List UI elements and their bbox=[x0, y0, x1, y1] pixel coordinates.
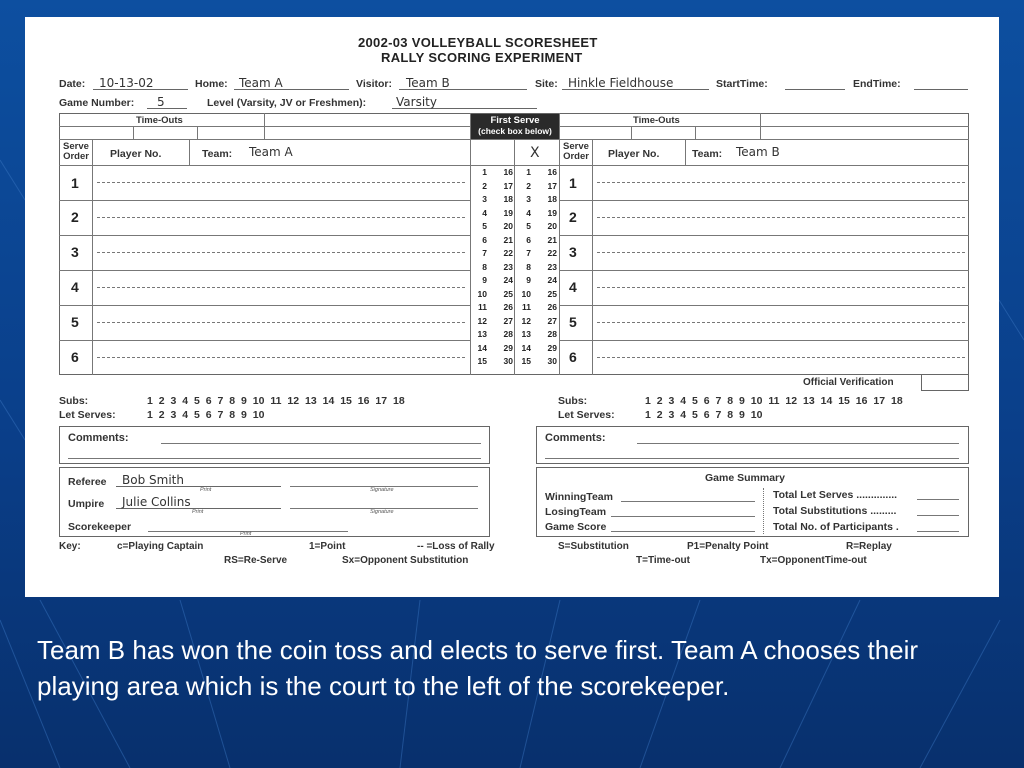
key-penalty: P1=Penalty Point bbox=[687, 541, 769, 552]
point-number[interactable]: 6 bbox=[482, 234, 487, 245]
point-number[interactable]: 14 bbox=[521, 342, 531, 353]
point-number[interactable]: 25 bbox=[547, 288, 557, 299]
left-serve-3: 3 bbox=[71, 244, 79, 260]
right-score-line-4[interactable] bbox=[597, 287, 965, 288]
point-number[interactable]: 25 bbox=[503, 288, 513, 299]
left-serve-order-label: Serve Order bbox=[63, 141, 89, 162]
right-serve-4: 4 bbox=[569, 279, 577, 295]
point-number[interactable]: 20 bbox=[503, 221, 513, 231]
visitor-field[interactable] bbox=[399, 74, 527, 90]
home-label: Home: bbox=[195, 78, 228, 90]
point-number[interactable]: 14 bbox=[477, 342, 487, 353]
right-serve-5: 5 bbox=[569, 314, 577, 330]
point-number[interactable]: 20 bbox=[547, 221, 557, 231]
key-label: Key: bbox=[59, 541, 81, 552]
point-number[interactable]: 3 bbox=[482, 194, 487, 204]
visitor-value: Team B bbox=[406, 76, 450, 90]
point-number[interactable]: 12 bbox=[477, 315, 487, 326]
left-subs-numbers[interactable]: 1 2 3 4 5 6 7 8 9 10 11 12 13 14 15 16 17 18 bbox=[147, 395, 405, 407]
scorekeeper-label: Scorekeeper bbox=[68, 521, 132, 533]
left-serve-6: 6 bbox=[71, 349, 79, 365]
referee-label: Referee bbox=[68, 476, 107, 488]
point-number[interactable]: 4 bbox=[526, 207, 531, 218]
key-captain: c=Playing Captain bbox=[117, 541, 204, 552]
point-number[interactable]: 23 bbox=[503, 261, 513, 272]
referee-value: Bob Smith bbox=[122, 473, 184, 487]
key-substitution: S=Substitution bbox=[558, 541, 629, 552]
first-serve-box-left[interactable] bbox=[471, 140, 514, 165]
first-serve-box-right[interactable]: X bbox=[530, 145, 540, 161]
point-number[interactable]: 28 bbox=[503, 329, 513, 339]
point-number[interactable]: 3 bbox=[526, 194, 531, 204]
level-field[interactable] bbox=[392, 93, 537, 109]
left-score-line-2[interactable] bbox=[97, 217, 465, 218]
point-number[interactable]: 5 bbox=[482, 221, 487, 231]
key-loss: -- =Loss of Rally bbox=[417, 541, 495, 552]
key-opp-timeout: Tx=OpponentTime-out bbox=[760, 555, 867, 566]
point-number[interactable]: 4 bbox=[482, 207, 487, 218]
form-title-line2: RALLY SCORING EXPERIMENT bbox=[381, 50, 583, 65]
winning-team-label: WinningTeam bbox=[545, 491, 613, 503]
point-number[interactable]: 27 bbox=[503, 315, 513, 326]
left-serve-2: 2 bbox=[71, 209, 79, 225]
point-number[interactable]: 9 bbox=[482, 275, 487, 285]
point-number[interactable]: 15 bbox=[477, 356, 487, 366]
right-serve-1: 1 bbox=[569, 175, 577, 191]
end-time-label: EndTime: bbox=[853, 78, 901, 90]
game-score-label: Game Score bbox=[545, 521, 607, 533]
right-comments-box[interactable] bbox=[536, 426, 969, 464]
total-substitutions-label: Total Substitutions ......... bbox=[773, 505, 897, 517]
point-number[interactable]: 22 bbox=[547, 248, 557, 258]
point-number[interactable]: 28 bbox=[547, 329, 557, 339]
point-number[interactable]: 16 bbox=[547, 167, 557, 177]
game-score-field[interactable] bbox=[611, 531, 755, 532]
umpire-field[interactable] bbox=[116, 493, 281, 509]
first-serve-sublabel: (check box below) bbox=[478, 126, 552, 136]
total-substitutions-field[interactable] bbox=[917, 515, 959, 516]
right-team-name: Team B bbox=[736, 145, 780, 159]
scorekeeper-print-label: Print bbox=[240, 531, 252, 537]
left-serve-1: 1 bbox=[71, 175, 79, 191]
right-serve-order-label: Serve Order bbox=[563, 141, 589, 162]
left-score-line-3[interactable] bbox=[97, 252, 465, 253]
official-verification-label: Official Verification bbox=[803, 377, 894, 388]
point-number[interactable]: 27 bbox=[547, 315, 557, 326]
left-score-line-1[interactable] bbox=[97, 182, 465, 183]
point-number[interactable]: 21 bbox=[503, 234, 513, 245]
referee-field[interactable] bbox=[116, 471, 281, 487]
right-comments-label: Comments: bbox=[545, 432, 606, 444]
level-label: Level (Varsity, JV or Freshmen): bbox=[207, 97, 367, 109]
left-subs-label: Subs: bbox=[59, 395, 89, 407]
right-team-label: Team: bbox=[692, 148, 723, 160]
site-value: Hinkle Fieldhouse bbox=[568, 76, 674, 90]
left-player-no-label: Player No. bbox=[110, 148, 162, 160]
visitor-label: Visitor: bbox=[356, 78, 392, 90]
umpire-signature-label: Signature bbox=[370, 509, 394, 515]
point-number[interactable]: 29 bbox=[547, 342, 557, 353]
first-serve-header bbox=[471, 114, 559, 139]
point-number[interactable]: 21 bbox=[547, 234, 557, 245]
losing-team-field[interactable] bbox=[611, 516, 755, 517]
right-score-line-5[interactable] bbox=[597, 322, 965, 323]
left-comments-box[interactable] bbox=[59, 426, 490, 464]
point-number[interactable]: 22 bbox=[503, 248, 513, 258]
right-score-line-3[interactable] bbox=[597, 252, 965, 253]
point-number[interactable]: 1 bbox=[526, 167, 531, 177]
scoresheet bbox=[25, 17, 999, 597]
point-number[interactable]: 15 bbox=[521, 356, 531, 366]
left-score-line-4[interactable] bbox=[97, 287, 465, 288]
point-number[interactable]: 11 bbox=[522, 302, 531, 312]
key-opp-sub: Sx=Opponent Substitution bbox=[342, 555, 469, 566]
point-number[interactable]: 18 bbox=[547, 194, 557, 204]
key-timeout: T=Time-out bbox=[636, 555, 690, 566]
right-score-line-1[interactable] bbox=[597, 182, 965, 183]
point-number[interactable]: 9 bbox=[526, 275, 531, 285]
point-number[interactable]: 23 bbox=[547, 261, 557, 272]
start-time-field[interactable] bbox=[785, 74, 845, 90]
game-summary-box bbox=[536, 467, 969, 537]
home-value: Team A bbox=[239, 76, 283, 90]
point-number[interactable]: 6 bbox=[526, 234, 531, 245]
point-number[interactable]: 18 bbox=[503, 194, 513, 204]
point-number[interactable]: 19 bbox=[503, 207, 513, 218]
point-number[interactable]: 11 bbox=[478, 302, 487, 312]
right-subs-label: Subs: bbox=[558, 395, 588, 407]
date-value: 10-13-02 bbox=[99, 76, 154, 90]
left-comments-label: Comments: bbox=[68, 432, 129, 444]
first-serve-label: First Serve bbox=[490, 115, 540, 126]
point-number[interactable]: 24 bbox=[547, 275, 557, 285]
point-number[interactable]: 16 bbox=[503, 167, 513, 177]
form-title-line1: 2002-03 VOLLEYBALL SCORESHEET bbox=[358, 35, 598, 50]
left-timeouts-label: Time-Outs bbox=[136, 115, 183, 126]
point-number[interactable]: 17 bbox=[547, 180, 557, 191]
total-let-serves-label: Total Let Serves .............. bbox=[773, 489, 898, 501]
point-number[interactable]: 8 bbox=[482, 261, 487, 272]
left-serve-4: 4 bbox=[71, 279, 79, 295]
point-number[interactable]: 13 bbox=[521, 329, 531, 339]
point-number[interactable]: 19 bbox=[547, 207, 557, 218]
slide-caption: Team B has won the coin toss and elects to serve first. Team A chooses their playing area which is the court to the left of the scorekeeper. bbox=[37, 635, 919, 701]
key-replay: R=Replay bbox=[846, 541, 892, 552]
key-point: 1=Point bbox=[309, 541, 346, 552]
site-field[interactable] bbox=[562, 74, 709, 90]
key-reserve: RS=Re-Serve bbox=[224, 555, 288, 566]
point-number[interactable]: 8 bbox=[526, 261, 531, 272]
left-team-label: Team: bbox=[202, 148, 233, 160]
point-number[interactable]: 30 bbox=[547, 356, 557, 366]
total-participants-label: Total No. of Participants . bbox=[773, 521, 899, 533]
game-number-value: 5 bbox=[157, 95, 165, 109]
left-serve-5: 5 bbox=[71, 314, 79, 330]
point-number[interactable]: 17 bbox=[503, 180, 513, 191]
point-number[interactable]: 10 bbox=[477, 288, 487, 299]
level-value: Varsity bbox=[396, 95, 437, 109]
site-label: Site: bbox=[535, 78, 558, 90]
point-number[interactable]: 29 bbox=[503, 342, 513, 353]
point-number[interactable]: 7 bbox=[526, 248, 531, 258]
end-time-field[interactable] bbox=[914, 74, 968, 90]
left-score-line-6[interactable] bbox=[97, 357, 465, 358]
right-let-serves-label: Let Serves: bbox=[558, 409, 615, 421]
point-number[interactable]: 2 bbox=[482, 180, 487, 191]
total-let-serves-field[interactable] bbox=[917, 499, 959, 500]
winning-team-field[interactable] bbox=[621, 501, 755, 502]
right-serve-6: 6 bbox=[569, 349, 577, 365]
point-number[interactable]: 13 bbox=[477, 329, 487, 339]
game-summary-title: Game Summary bbox=[705, 472, 785, 484]
point-number[interactable]: 12 bbox=[521, 315, 531, 326]
referee-signature-label: Signature bbox=[370, 487, 394, 493]
total-participants-field[interactable] bbox=[917, 531, 959, 532]
point-number[interactable]: 5 bbox=[526, 221, 531, 231]
official-verification-box[interactable] bbox=[921, 374, 969, 391]
umpire-value: Julie Collins bbox=[122, 495, 191, 509]
right-player-no-label: Player No. bbox=[608, 148, 660, 160]
point-number[interactable]: 2 bbox=[526, 180, 531, 191]
game-number-label: Game Number: bbox=[59, 97, 135, 109]
referee-print-label: Print bbox=[200, 487, 212, 493]
point-number[interactable]: 24 bbox=[503, 275, 513, 285]
point-number[interactable]: 7 bbox=[482, 248, 487, 258]
game-number-field[interactable] bbox=[147, 93, 187, 109]
left-let-serves-label: Let Serves: bbox=[59, 409, 116, 421]
losing-team-label: LosingTeam bbox=[545, 506, 607, 518]
point-number[interactable]: 26 bbox=[503, 302, 513, 312]
point-number[interactable]: 1 bbox=[482, 167, 487, 177]
right-score-line-2[interactable] bbox=[597, 217, 965, 218]
right-score-line-6[interactable] bbox=[597, 357, 965, 358]
officials-box bbox=[59, 467, 490, 537]
date-field[interactable] bbox=[93, 74, 188, 90]
right-subs-numbers[interactable]: 1 2 3 4 5 6 7 8 9 10 11 12 13 14 15 16 17 18 bbox=[645, 395, 903, 407]
point-number[interactable]: 30 bbox=[503, 356, 513, 366]
left-team-name: Team A bbox=[249, 145, 293, 159]
home-field[interactable] bbox=[234, 74, 349, 90]
point-number[interactable]: 10 bbox=[521, 288, 531, 299]
right-serve-3: 3 bbox=[569, 244, 577, 260]
start-time-label: StartTime: bbox=[716, 78, 768, 90]
left-let-numbers[interactable]: 1 2 3 4 5 6 7 8 9 10 bbox=[147, 409, 265, 421]
umpire-label: Umpire bbox=[68, 498, 105, 510]
right-serve-2: 2 bbox=[569, 209, 577, 225]
right-timeouts-label: Time-Outs bbox=[633, 115, 680, 126]
point-number[interactable]: 26 bbox=[547, 302, 557, 312]
right-let-numbers[interactable]: 1 2 3 4 5 6 7 8 9 10 bbox=[645, 409, 763, 421]
left-score-line-5[interactable] bbox=[97, 322, 465, 323]
date-label: Date: bbox=[59, 78, 86, 90]
umpire-print-label: Print bbox=[192, 509, 204, 515]
